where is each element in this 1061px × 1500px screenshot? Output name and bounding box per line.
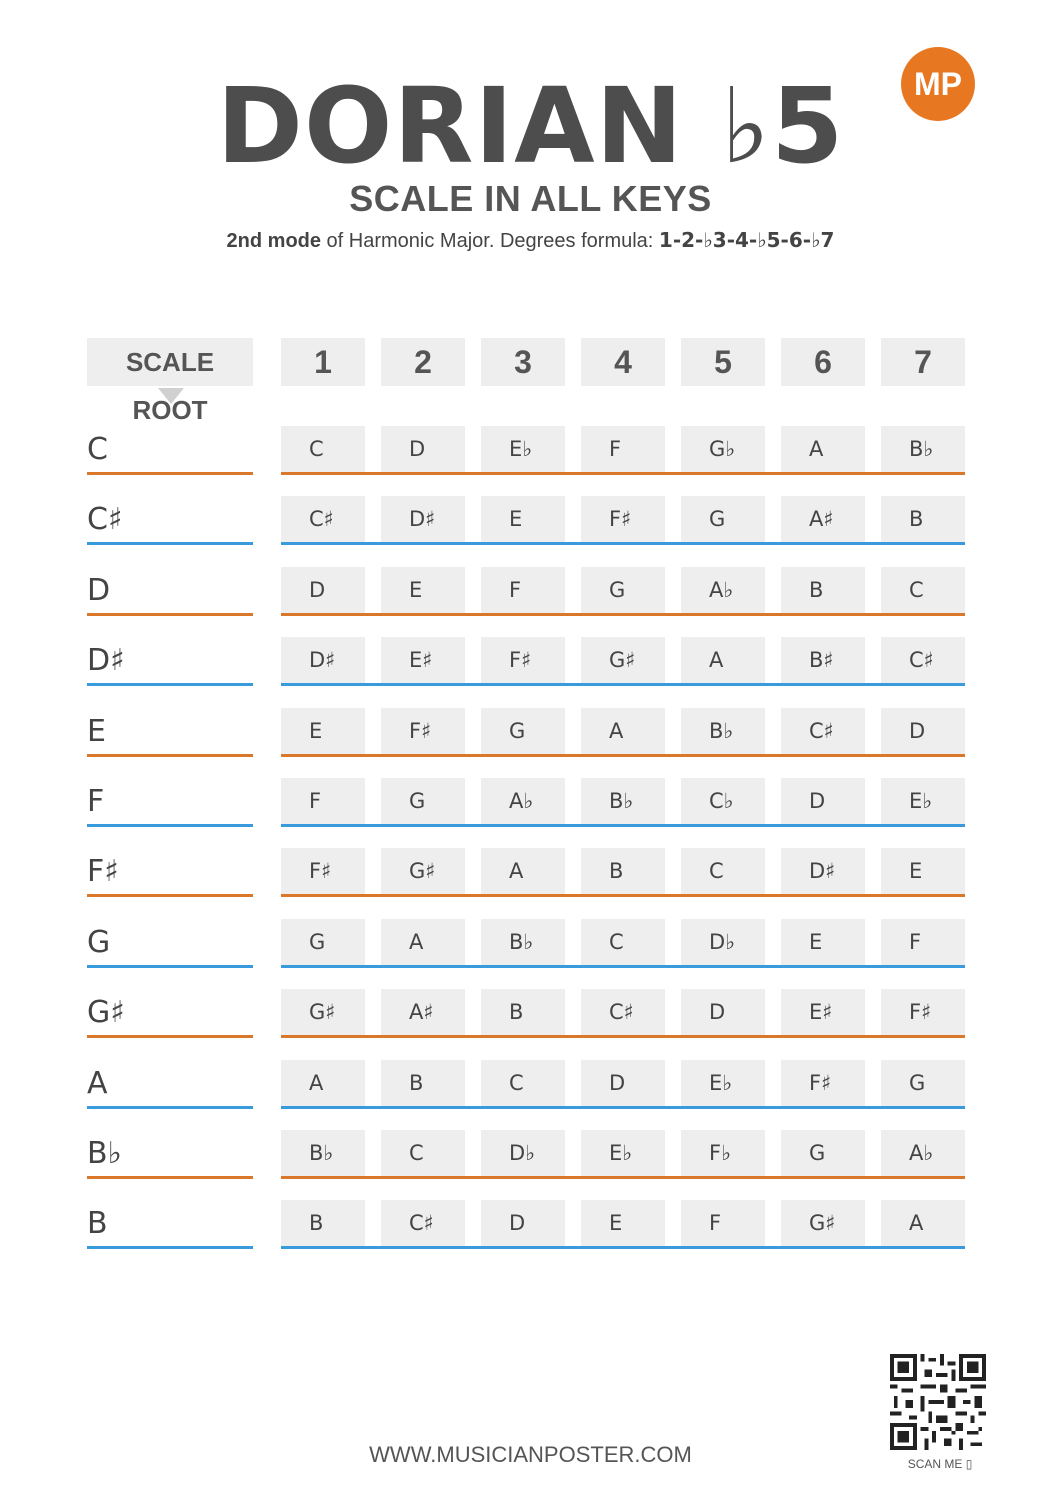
note-cell: F [481,567,565,613]
note-cell: A♭ [681,567,765,613]
note-cell: C [581,919,665,965]
root-underline [87,894,253,897]
qr-code-icon [890,1354,986,1450]
note-cell: C [281,426,365,472]
scale-root-label: C♯ [87,502,123,537]
note-cell: A♯ [781,496,865,542]
scale-root-label: D [87,573,111,608]
note-cell: C [681,848,765,894]
note-cell: D♯ [781,848,865,894]
note-cell: C [881,567,965,613]
note-cell: B [781,567,865,613]
website-url: WWW.MUSICIANPOSTER.COM [369,1442,692,1467]
row-underline [281,1246,965,1249]
note-cell: B♭ [281,1130,365,1176]
note-cell: E [481,496,565,542]
note-cell: A [581,708,665,754]
table-row [0,1060,1061,1110]
note-cell: E♭ [881,778,965,824]
desc-bold: 2nd mode [226,230,321,252]
row-underline [281,824,965,827]
note-cell: C [381,1130,465,1176]
note-cell: B♯ [781,637,865,683]
scale-root-label: B [87,1206,108,1241]
note-cell: G [581,567,665,613]
scale-root-label: B♭ [87,1136,122,1171]
scale-root-label: E [87,714,106,749]
note-cell: F [881,919,965,965]
row-underline [281,542,965,545]
table-row [0,1200,1061,1250]
note-cell: C♯ [581,989,665,1035]
note-cell: D [681,989,765,1035]
root-underline [87,1246,253,1249]
note-cell: B♭ [881,426,965,472]
scan-me-label: SCAN ME ▯ [907,1457,973,1471]
row-underline [281,1035,965,1038]
table-row [0,989,1061,1039]
row-underline [281,1176,965,1179]
note-cell: F [681,1200,765,1246]
note-cell: A [281,1060,365,1106]
note-cell: G [481,708,565,754]
root-underline [87,965,253,968]
root-underline [87,683,253,686]
note-cell: F [281,778,365,824]
degree-header-4: 4 [581,338,665,386]
note-cell: E [281,708,365,754]
note-cell: G [381,778,465,824]
degree-header-1: 1 [281,338,365,386]
note-cell: E [781,919,865,965]
note-cell: G [681,496,765,542]
scale-root-label: F♯ [87,854,119,889]
note-cell: A [381,919,465,965]
page-title: DORIAN ♭5 [216,65,845,187]
scale-root-header: SCALE ROOT [87,338,253,386]
note-cell: B [881,496,965,542]
degree-header-7: 7 [881,338,965,386]
note-cell: A [781,426,865,472]
note-cell: A♯ [381,989,465,1035]
note-cell: F [581,426,665,472]
note-cell: D [281,567,365,613]
note-cell: B [281,1200,365,1246]
note-cell: G♭ [681,426,765,472]
note-cell: C♭ [681,778,765,824]
table-row [0,778,1061,828]
row-underline [281,1106,965,1109]
note-cell: B♭ [581,778,665,824]
note-cell: A [481,848,565,894]
root-underline [87,613,253,616]
page-subtitle: SCALE IN ALL KEYS [349,178,712,219]
root-underline [87,824,253,827]
note-cell: B [581,848,665,894]
note-cell: G [781,1130,865,1176]
note-cell: F♯ [781,1060,865,1106]
note-cell: D [881,708,965,754]
note-cell: C♯ [281,496,365,542]
note-cell: D [481,1200,565,1246]
scale-root-label: D♯ [87,643,125,678]
root-underline [87,1106,253,1109]
scale-root-label: G♯ [87,995,125,1030]
note-cell: F♭ [681,1130,765,1176]
scale-root-label: C [87,432,108,467]
root-underline [87,1176,253,1179]
note-cell: C♯ [781,708,865,754]
note-cell: F♯ [281,848,365,894]
note-cell: A♭ [881,1130,965,1176]
table-row [0,496,1061,546]
row-underline [281,754,965,757]
note-cell: D [581,1060,665,1106]
note-cell: D♭ [481,1130,565,1176]
root-underline [87,542,253,545]
row-underline [281,613,965,616]
note-cell: E♯ [781,989,865,1035]
degree-header-3: 3 [481,338,565,386]
root-underline [87,472,253,475]
note-cell: D♯ [381,496,465,542]
desc-text: of Harmonic Major. Degrees formula: [321,230,659,252]
note-cell: E♭ [681,1060,765,1106]
table-row [0,426,1061,476]
table-row [0,637,1061,687]
table-row [0,1130,1061,1180]
note-cell: F♯ [881,989,965,1035]
scale-root-label: A [87,1066,108,1101]
scale-root-label: G [87,925,111,960]
note-cell: E♭ [481,426,565,472]
degrees-formula: 1-2-♭3-4-♭5-6-♭7 [658,228,835,252]
note-cell: F♯ [581,496,665,542]
row-underline [281,683,965,686]
scale-root-label: F [87,784,105,819]
note-cell: D♯ [281,637,365,683]
note-cell: D [781,778,865,824]
note-cell: G♯ [581,637,665,683]
degree-header-2: 2 [381,338,465,386]
note-cell: G♯ [281,989,365,1035]
description [0,228,1061,253]
note-cell: A♭ [481,778,565,824]
note-cell: C♯ [381,1200,465,1246]
note-cell: E♭ [581,1130,665,1176]
table-row [0,708,1061,758]
note-cell: A [881,1200,965,1246]
note-cell: G♯ [381,848,465,894]
note-cell: C [481,1060,565,1106]
note-cell: B [481,989,565,1035]
note-cell: C♯ [881,637,965,683]
note-cell: E [381,567,465,613]
down-arrow-icon [158,388,184,404]
row-underline [281,894,965,897]
note-cell: D [381,426,465,472]
note-cell: G [881,1060,965,1106]
note-cell: D♭ [681,919,765,965]
table-row [0,567,1061,617]
degree-header-6: 6 [781,338,865,386]
note-cell: F♯ [381,708,465,754]
note-cell: B♭ [481,919,565,965]
note-cell: E [881,848,965,894]
note-cell: E [581,1200,665,1246]
note-cell: F♯ [481,637,565,683]
row-underline [281,965,965,968]
brand-logo: MP [901,47,975,121]
row-underline [281,472,965,475]
table-row [0,848,1061,898]
note-cell: B [381,1060,465,1106]
table-row [0,919,1061,969]
note-cell: E♯ [381,637,465,683]
note-cell: A [681,637,765,683]
note-cell: G♯ [781,1200,865,1246]
note-cell: B♭ [681,708,765,754]
note-cell: G [281,919,365,965]
degree-header-5: 5 [681,338,765,386]
root-underline [87,754,253,757]
root-underline [87,1035,253,1038]
